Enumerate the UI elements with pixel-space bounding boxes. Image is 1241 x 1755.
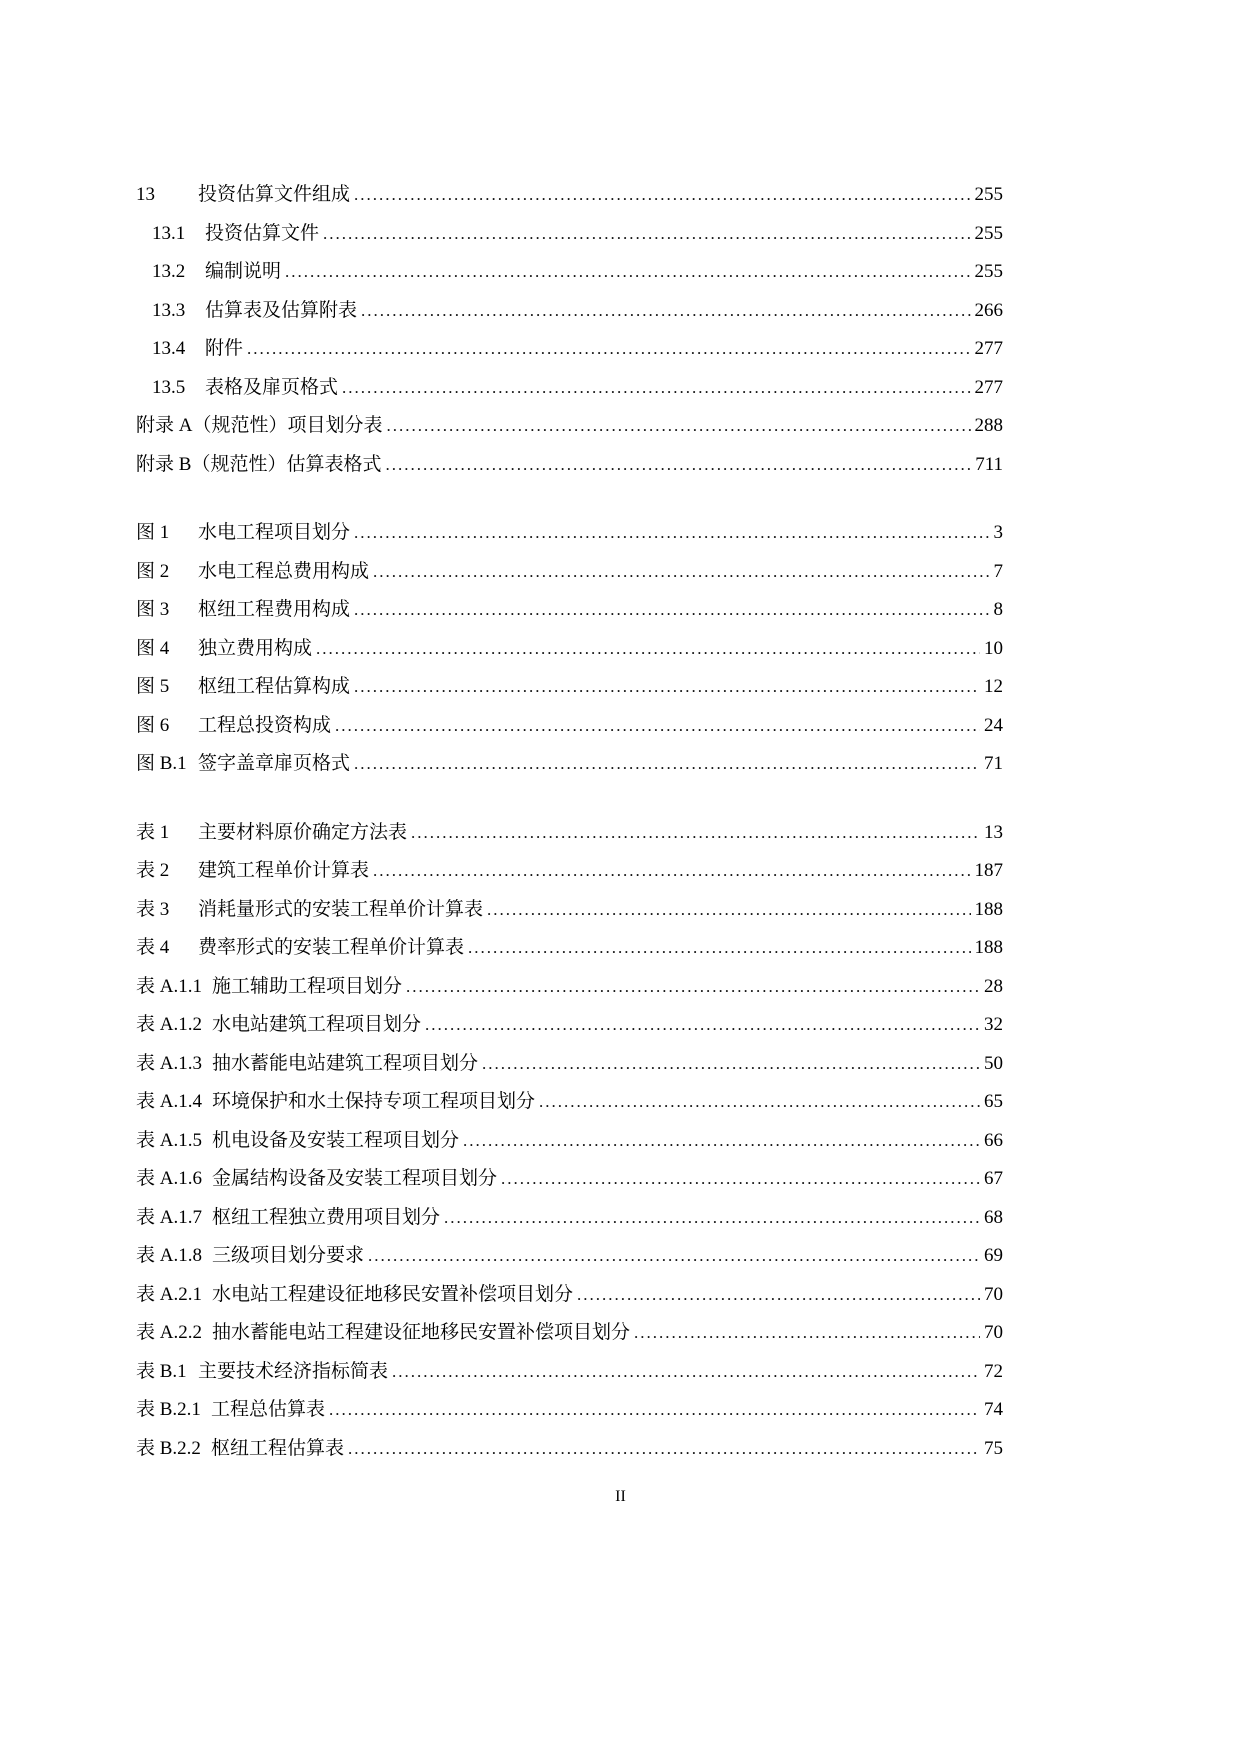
toc-entry-page: 255 [974, 184, 1003, 205]
toc-entry-title: 枢纽工程独立费用项目划分 [211, 1206, 440, 1228]
toc-entry[interactable] [136, 707, 1003, 746]
toc-entry[interactable] [136, 1237, 1003, 1276]
toc-leader-dots [468, 929, 970, 968]
toc-entry-page: 71 [984, 753, 1003, 774]
toc-entry-label: 图 3 [136, 599, 170, 620]
toc-entry[interactable] [136, 215, 1003, 254]
toc-entry-title: 编制说明 [205, 261, 282, 282]
toc-entry-title: 消耗量形式的安装工程单价计算表 [198, 898, 484, 920]
toc-leader-dots [285, 253, 970, 292]
toc-entry[interactable] [136, 1276, 1003, 1315]
toc-entry-label: 表 2 [136, 860, 170, 881]
toc-leader-dots [634, 1314, 980, 1353]
toc-entry-page: 70 [984, 1322, 1003, 1343]
toc-entry[interactable] [136, 968, 1003, 1007]
toc-leader-dots [354, 176, 970, 215]
toc-entry-title: 独立费用构成 [198, 637, 313, 659]
toc-entry[interactable] [136, 1199, 1003, 1238]
toc-entry-page: 255 [974, 261, 1003, 282]
toc-entry-label: 表 B.1 [136, 1360, 187, 1382]
toc-entry-label: 表 1 [136, 821, 170, 843]
toc-entry-page: 13 [984, 821, 1003, 843]
toc-section-chapters [136, 176, 1003, 484]
toc-leader-dots [482, 1045, 980, 1084]
toc-entry-title: 建筑工程单价计算表 [198, 860, 370, 881]
toc-entry[interactable] [136, 1083, 1003, 1122]
toc-leader-dots [316, 630, 980, 669]
toc-entry-title: 枢纽工程估算构成 [198, 676, 351, 697]
toc-entry[interactable] [136, 814, 1003, 853]
toc-entry-title: 水电工程总费用构成 [198, 560, 370, 582]
toc-entry-title: 估算表及估算附表 [205, 299, 358, 321]
toc-entry-label: 图 B.1 [136, 753, 187, 774]
toc-entry-page: 72 [984, 1360, 1003, 1382]
toc-entry-label: 图 5 [136, 676, 170, 697]
toc-entry-title: 主要技术经济指标简表 [198, 1360, 389, 1382]
toc-entry[interactable] [136, 1353, 1003, 1392]
toc-entry-title: 投资估算文件 [205, 222, 320, 244]
toc-leader-dots [444, 1199, 980, 1238]
toc-entry[interactable] [136, 591, 1003, 630]
toc-entry-label: 13.2 [152, 261, 186, 282]
toc-entry-label: 表 A.2.2 [136, 1322, 202, 1343]
toc-entry[interactable] [136, 630, 1003, 669]
toc-entry-title: 水电站工程建设征地移民安置补偿项目划分 [211, 1283, 573, 1305]
toc-leader-dots [501, 1160, 980, 1199]
toc-entry[interactable] [136, 1122, 1003, 1161]
toc-entry-title: 机电设备及安装工程项目划分 [211, 1129, 459, 1151]
toc-section-figures [136, 514, 1003, 784]
toc-entry-page: 66 [984, 1129, 1003, 1151]
toc-entry-label: 13.1 [152, 222, 186, 244]
toc-entry-page: 3 [993, 522, 1003, 543]
toc-entry[interactable] [136, 253, 1003, 292]
toc-entry[interactable] [136, 407, 1003, 446]
toc-entry-page: 67 [984, 1168, 1003, 1189]
toc-leader-dots [385, 446, 971, 485]
toc-entry-label: 表 A.1.5 [136, 1129, 202, 1151]
toc-entry-page: 32 [984, 1014, 1003, 1035]
toc-leader-dots [577, 1276, 980, 1315]
toc-entry-label: 表 4 [136, 937, 170, 958]
toc-leader-dots [247, 330, 970, 369]
toc-entry-title: 施工辅助工程项目划分 [211, 975, 402, 997]
toc-entry-page: 188 [974, 937, 1003, 958]
toc-entry[interactable] [136, 514, 1003, 553]
toc-entry-page: 12 [984, 676, 1003, 697]
toc-leader-dots [425, 1006, 980, 1045]
toc-entry-title: 表格及扉页格式 [205, 376, 339, 398]
toc-entry[interactable] [136, 330, 1003, 369]
toc-entry-title: 费率形式的安装工程单价计算表 [198, 937, 465, 958]
toc-entry-label: 附录 A [136, 415, 193, 436]
toc-entry-label: 表 A.1.4 [136, 1091, 202, 1112]
toc-entry[interactable] [136, 1160, 1003, 1199]
toc-entry-page: 7 [993, 560, 1003, 582]
toc-entry-title: 附件 [205, 338, 244, 359]
toc-entry[interactable] [136, 176, 1003, 215]
toc-entry-page: 28 [984, 975, 1003, 997]
toc-entry[interactable] [136, 1430, 1003, 1469]
toc-section-tables [136, 814, 1003, 1469]
toc-entry-title: 主要材料原价确定方法表 [198, 821, 408, 843]
toc-leader-dots [373, 852, 970, 891]
toc-leader-dots [323, 215, 970, 254]
toc-entry[interactable] [136, 446, 1003, 485]
toc-leader-dots [354, 668, 980, 707]
toc-entry-label: 表 A.2.1 [136, 1283, 202, 1305]
toc-entry[interactable] [136, 1006, 1003, 1045]
toc-entry-page: 74 [984, 1399, 1003, 1420]
toc-entry[interactable] [136, 1314, 1003, 1353]
toc-entry-title: 金属结构设备及安装工程项目划分 [211, 1168, 497, 1189]
toc-entry[interactable] [136, 1045, 1003, 1084]
toc-entry-title: 环境保护和水土保持专项工程项目划分 [211, 1091, 535, 1112]
toc-entry-label: 表 A.1.1 [136, 975, 202, 997]
toc-entry-label: 表 A.1.7 [136, 1206, 202, 1228]
toc-entry-page: 188 [974, 898, 1003, 920]
toc-entry-label: 表 B.2.1 [136, 1399, 201, 1420]
toc-entry-label: 图 2 [136, 560, 170, 582]
toc-entry-page: 69 [984, 1245, 1003, 1266]
toc-leader-dots [368, 1237, 980, 1276]
toc-leader-dots [361, 292, 970, 331]
toc-entry-title: 工程总估算表 [210, 1399, 325, 1420]
toc-leader-dots [487, 891, 970, 930]
toc-leader-dots [463, 1122, 980, 1161]
toc-entry[interactable] [136, 369, 1003, 408]
toc-entry-page: 10 [984, 637, 1003, 659]
toc-entry-label: 图 4 [136, 637, 170, 659]
toc-entry-title: 水电工程项目划分 [198, 522, 351, 543]
toc-entry[interactable] [136, 745, 1003, 784]
toc-leader-dots [329, 1391, 980, 1430]
toc-entry-label: 13 [136, 184, 155, 205]
toc-entry-label: 13.5 [152, 376, 186, 398]
toc-entry-page: 288 [974, 415, 1003, 436]
toc-entry-page: 50 [984, 1052, 1003, 1074]
toc-entry-label: 表 A.1.6 [136, 1168, 202, 1189]
toc-entry-title: 抽水蓄能电站工程建设征地移民安置补偿项目划分 [211, 1322, 630, 1343]
toc-entry-title: 枢纽工程费用构成 [198, 599, 351, 620]
toc-entry-title: （规范性）估算表格式 [191, 453, 382, 475]
toc-entry-page: 24 [984, 714, 1003, 736]
toc-entry-page: 277 [974, 338, 1003, 359]
toc-entry-label: 附录 B [136, 453, 192, 475]
toc-leader-dots [406, 968, 980, 1007]
toc-entry-page: 75 [984, 1437, 1003, 1459]
toc-leader-dots [373, 553, 989, 592]
toc-entry-page: 277 [974, 376, 1003, 398]
toc-leader-dots [387, 407, 971, 446]
toc-entry-page: 266 [974, 299, 1003, 321]
footer-page-number: II [615, 1488, 626, 1505]
toc-leader-dots [411, 814, 980, 853]
toc-entry-page: 711 [975, 453, 1003, 475]
toc-entry-page: 187 [974, 860, 1003, 881]
toc-entry-title: 三级项目划分要求 [211, 1245, 364, 1266]
toc-entry-label: 表 3 [136, 898, 170, 920]
toc-entry[interactable] [136, 668, 1003, 707]
toc-entry-label: 图 1 [136, 522, 170, 543]
toc-leader-dots [335, 707, 980, 746]
toc-leader-dots [354, 591, 989, 630]
toc-entry[interactable] [136, 929, 1003, 968]
toc-entry[interactable] [136, 1391, 1003, 1430]
toc-entry-page: 68 [984, 1206, 1003, 1228]
toc-entry-label: 13.3 [152, 299, 186, 321]
toc-entry-page: 70 [984, 1283, 1003, 1305]
toc-entry[interactable] [136, 292, 1003, 331]
toc-entry-title: 抽水蓄能电站建筑工程项目划分 [211, 1052, 478, 1074]
toc-entry[interactable] [136, 553, 1003, 592]
toc-entry[interactable] [136, 852, 1003, 891]
toc-entry-title: 投资估算文件组成 [198, 184, 351, 205]
toc-entry-label: 图 6 [136, 714, 170, 736]
toc-entry-page: 8 [993, 599, 1003, 620]
toc-entry-title: 枢纽工程估算表 [210, 1437, 344, 1459]
toc-leader-dots [342, 369, 970, 408]
toc-entry-title: 水电站建筑工程项目划分 [211, 1014, 421, 1035]
toc-entry-label: 13.4 [152, 338, 186, 359]
toc-entry-title: （规范性）项目划分表 [192, 415, 383, 436]
toc-leader-dots [392, 1353, 980, 1392]
toc-entry-label: 表 A.1.2 [136, 1014, 202, 1035]
toc-entry-title: 工程总投资构成 [198, 714, 332, 736]
toc-entry-page: 65 [984, 1091, 1003, 1112]
toc-leader-dots [354, 745, 980, 784]
toc-entry[interactable] [136, 891, 1003, 930]
toc-entry-label: 表 A.1.8 [136, 1245, 202, 1266]
toc-leader-dots [354, 514, 989, 553]
toc-entry-page: 255 [974, 222, 1003, 244]
toc-leader-dots [348, 1430, 980, 1469]
toc-entry-label: 表 A.1.3 [136, 1052, 202, 1074]
toc-entry-title: 签字盖章扉页格式 [198, 753, 351, 774]
toc-entry-label: 表 B.2.2 [136, 1437, 201, 1459]
toc-leader-dots [539, 1083, 980, 1122]
